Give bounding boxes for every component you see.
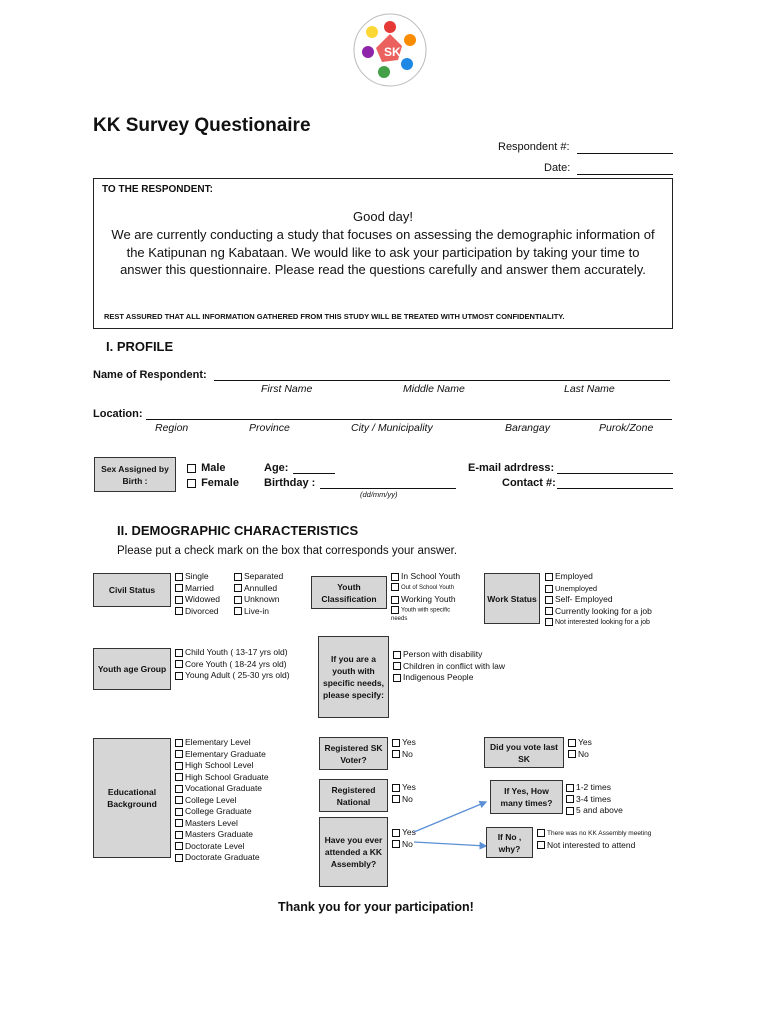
- checkbox[interactable]: [392, 795, 400, 803]
- barangay-caption: Barangay: [505, 422, 550, 434]
- checkbox[interactable]: [393, 662, 401, 670]
- option-in-school-youth[interactable]: In School Youth: [391, 571, 460, 583]
- civil-status-box: Civil Status: [93, 573, 171, 607]
- profile-heading: I. PROFILE: [106, 339, 174, 354]
- checkbox[interactable]: [175, 831, 183, 839]
- respondent-number-label: Respondent #:: [498, 141, 570, 153]
- option-edu-10[interactable]: Doctorate Graduate: [175, 852, 269, 864]
- checkbox[interactable]: [392, 739, 400, 747]
- province-caption: Province: [249, 422, 290, 434]
- checkbox[interactable]: [545, 585, 553, 593]
- region-caption: Region: [155, 422, 189, 434]
- checkbox[interactable]: [392, 750, 400, 758]
- last-name-caption: Last Name: [564, 383, 615, 395]
- checkbox[interactable]: [545, 618, 553, 626]
- checkbox[interactable]: [234, 607, 242, 615]
- option-edu-2[interactable]: High School Level: [175, 760, 269, 772]
- checkbox[interactable]: [175, 808, 183, 816]
- option-edu-4[interactable]: Vocational Graduate: [175, 783, 269, 795]
- checkbox[interactable]: [393, 651, 401, 659]
- demographic-heading: II. DEMOGRAPHIC CHARACTERISTICS: [117, 523, 359, 538]
- checkbox[interactable]: [392, 840, 400, 848]
- sex-assigned-box: Sex Assigned by Birth :: [94, 457, 176, 492]
- checkbox[interactable]: [537, 829, 545, 837]
- date-field[interactable]: [577, 161, 673, 175]
- email-field[interactable]: [557, 461, 673, 474]
- checkbox[interactable]: [175, 785, 183, 793]
- birthday-hint: (dd/mm/yy): [360, 490, 398, 499]
- checkbox[interactable]: [566, 795, 574, 803]
- option-young-adult[interactable]: Young Adult ( 25-30 yrs old): [175, 670, 290, 682]
- option-working-youth[interactable]: Working Youth: [391, 594, 460, 606]
- option-widowed[interactable]: Widowed: [175, 594, 220, 606]
- option-single[interactable]: Single: [175, 571, 220, 583]
- option-looking-for-job[interactable]: Currently looking for a job: [545, 606, 652, 618]
- option-voted-yes[interactable]: Yes: [568, 737, 592, 749]
- checkbox[interactable]: [175, 842, 183, 850]
- age-field[interactable]: [293, 461, 335, 474]
- option-edu-3[interactable]: High School Graduate: [175, 772, 269, 784]
- option-national-yes[interactable]: Yes: [392, 782, 416, 794]
- checkbox[interactable]: [234, 584, 242, 592]
- checkbox[interactable]: [568, 750, 576, 758]
- option-edu-1[interactable]: Elementary Graduate: [175, 749, 269, 761]
- option-sk-yes[interactable]: Yes: [392, 737, 416, 749]
- option-specific-needs-youth[interactable]: Youth with specific needs: [391, 607, 451, 623]
- checkbox[interactable]: [391, 583, 399, 591]
- option-unknown[interactable]: Unknown: [234, 594, 283, 606]
- checkbox[interactable]: [175, 573, 183, 581]
- option-voted-no[interactable]: No: [568, 749, 592, 761]
- respondent-notice: [93, 178, 673, 329]
- option-pwd[interactable]: Person with disability: [393, 649, 505, 661]
- checkbox[interactable]: [175, 739, 183, 747]
- if-yes-box: If Yes, How many times?: [490, 780, 563, 814]
- checkbox[interactable]: [175, 584, 183, 592]
- civil-status-col2: [234, 571, 283, 617]
- email-label: E-mail adrdress:: [468, 462, 555, 474]
- checkbox[interactable]: [391, 573, 399, 581]
- checkbox[interactable]: [175, 773, 183, 781]
- checkbox[interactable]: [175, 649, 183, 657]
- option-unemployed[interactable]: Unemployed: [545, 583, 652, 595]
- checkbox[interactable]: [545, 573, 553, 581]
- option-national-no[interactable]: No: [392, 794, 416, 806]
- sex-option-male[interactable]: Male: [187, 462, 226, 474]
- first-name-caption: First Name: [261, 383, 313, 395]
- option-edu-7[interactable]: Masters Level: [175, 818, 269, 830]
- middle-name-caption: Middle Name: [403, 383, 465, 395]
- checkbox[interactable]: [187, 479, 196, 488]
- contact-label: Contact #:: [502, 477, 556, 489]
- youth-classification-options: [391, 571, 460, 624]
- option-self-employed[interactable]: Self- Employed: [545, 594, 652, 606]
- voted-last-options: [568, 737, 592, 760]
- specific-needs-options: [393, 649, 505, 684]
- checkbox[interactable]: [175, 762, 183, 770]
- checkbox[interactable]: [537, 841, 545, 849]
- checkbox[interactable]: [175, 854, 183, 862]
- specific-needs-box: If you are a youth with specific needs, please specify:: [318, 636, 389, 718]
- checkbox[interactable]: [234, 573, 242, 581]
- option-child-youth[interactable]: Child Youth ( 13-17 yrs old): [175, 647, 290, 659]
- checkbox[interactable]: [175, 796, 183, 804]
- checkbox[interactable]: [545, 607, 553, 615]
- purok-caption: Purok/Zone: [599, 422, 654, 434]
- age-label: Age:: [264, 462, 289, 474]
- youth-age-group-box: Youth age Group: [93, 648, 171, 690]
- education-options: [175, 737, 269, 864]
- name-field[interactable]: [214, 367, 670, 381]
- checkbox[interactable]: [393, 674, 401, 682]
- if-yes-options: [566, 782, 623, 817]
- option-edu-9[interactable]: Doctorate Level: [175, 841, 269, 853]
- option-not-interested-job[interactable]: Not interested looking for a job: [545, 617, 652, 629]
- sk-voter-options: [392, 737, 416, 760]
- work-status-box: Work Status: [484, 573, 540, 624]
- option-divorced[interactable]: Divorced: [175, 606, 220, 618]
- option-live-in[interactable]: Live-in: [234, 606, 283, 618]
- option-separated[interactable]: Separated: [234, 571, 283, 583]
- checkbox[interactable]: [187, 464, 196, 473]
- instruction-text: Please put a check mark on the box that corresponds your answer.: [117, 545, 458, 557]
- birthday-field[interactable]: [320, 476, 456, 489]
- checkbox[interactable]: [566, 784, 574, 792]
- contact-field[interactable]: [557, 476, 673, 489]
- location-field[interactable]: [146, 406, 672, 420]
- option-edu-8[interactable]: Masters Graduate: [175, 829, 269, 841]
- option-edu-0[interactable]: Elementary Level: [175, 737, 269, 749]
- checkbox[interactable]: [175, 607, 183, 615]
- birthday-label: Birthday :: [264, 477, 316, 489]
- respondent-number-field[interactable]: [577, 140, 673, 154]
- checkbox[interactable]: [175, 750, 183, 758]
- option-core-youth[interactable]: Core Youth ( 18-24 yrs old): [175, 659, 290, 671]
- checkbox[interactable]: [175, 819, 183, 827]
- confidentiality-note: REST ASSURED THAT ALL INFORMATION GATHERED FROM THIS STUDY WILL BE TREATED WITH UTMOST CONFIDENTIALITY.: [104, 312, 565, 321]
- civil-status-col1: [175, 571, 220, 617]
- checkbox[interactable]: [392, 784, 400, 792]
- youth-age-options: [175, 647, 290, 682]
- sk-voter-box: Registered SK Voter?: [319, 737, 388, 770]
- checkbox[interactable]: [568, 739, 576, 747]
- if-no-options: [537, 828, 651, 851]
- checkbox[interactable]: [566, 807, 574, 815]
- notice-heading: TO THE RESPONDENT:: [102, 184, 213, 195]
- notice-body: We are currently conducting a study that focuses on assessing the demographic information of the Katipunan ng Kabataan. We would like to ask your participation by taking your time to answer this questionnaire. Please read the questions carefully and answer them accurately.: [111, 227, 655, 277]
- checkbox[interactable]: [175, 596, 183, 604]
- sk-logo: [352, 12, 428, 88]
- checkbox[interactable]: [545, 596, 553, 604]
- youth-classification-box: Youth Classification: [311, 576, 387, 609]
- sex-option-female[interactable]: Female: [187, 477, 239, 489]
- option-out-of-school-youth[interactable]: Out of School Youth: [391, 583, 460, 595]
- work-status-options: [545, 571, 652, 629]
- option-employed[interactable]: Employed: [545, 571, 652, 583]
- option-sk-no[interactable]: No: [392, 749, 416, 761]
- option-edu-6[interactable]: College Graduate: [175, 806, 269, 818]
- checkbox[interactable]: [175, 672, 183, 680]
- option-no-meeting[interactable]: There was no KK Assembly meeting: [537, 828, 651, 840]
- location-label: Location:: [93, 408, 143, 420]
- thank-you-note: Thank you for your participation!: [278, 900, 474, 914]
- form-title: KK Survey Questionaire: [93, 115, 311, 136]
- notice-greeting: Good day!: [353, 209, 413, 224]
- option-not-interested[interactable]: Not interested to attend: [537, 840, 651, 852]
- if-no-box: If No , why?: [486, 827, 533, 858]
- checkbox[interactable]: [391, 596, 399, 604]
- option-married[interactable]: Married: [175, 583, 220, 595]
- city-caption: City / Municipality: [351, 422, 433, 434]
- kk-assembly-box: Have you ever attended a KK Assembly?: [319, 817, 388, 887]
- option-kk-no[interactable]: No: [392, 839, 416, 851]
- checkbox[interactable]: [175, 660, 183, 668]
- checkbox[interactable]: [234, 596, 242, 604]
- option-cicl[interactable]: Children in conflict with law: [393, 661, 505, 673]
- voted-last-sk-box: Did you vote last SK: [484, 737, 564, 768]
- option-indigenous[interactable]: Indigenous People: [393, 672, 505, 684]
- option-kk-yes[interactable]: Yes: [392, 827, 416, 839]
- educational-background-box: Educational Background: [93, 738, 171, 858]
- svg-text:SK: SK: [384, 45, 401, 59]
- option-annulled[interactable]: Annulled: [234, 583, 283, 595]
- arrow-connectors: [410, 790, 490, 860]
- checkbox[interactable]: [392, 829, 400, 837]
- date-label: Date:: [544, 162, 571, 174]
- option-5-above[interactable]: 5 and above: [566, 805, 623, 817]
- name-label: Name of Respondent:: [93, 369, 207, 381]
- option-edu-5[interactable]: College Level: [175, 795, 269, 807]
- national-voter-box: Registered National: [319, 779, 388, 812]
- checkbox[interactable]: [391, 606, 399, 614]
- option-3-4-times[interactable]: 3-4 times: [566, 794, 623, 806]
- option-1-2-times[interactable]: 1-2 times: [566, 782, 623, 794]
